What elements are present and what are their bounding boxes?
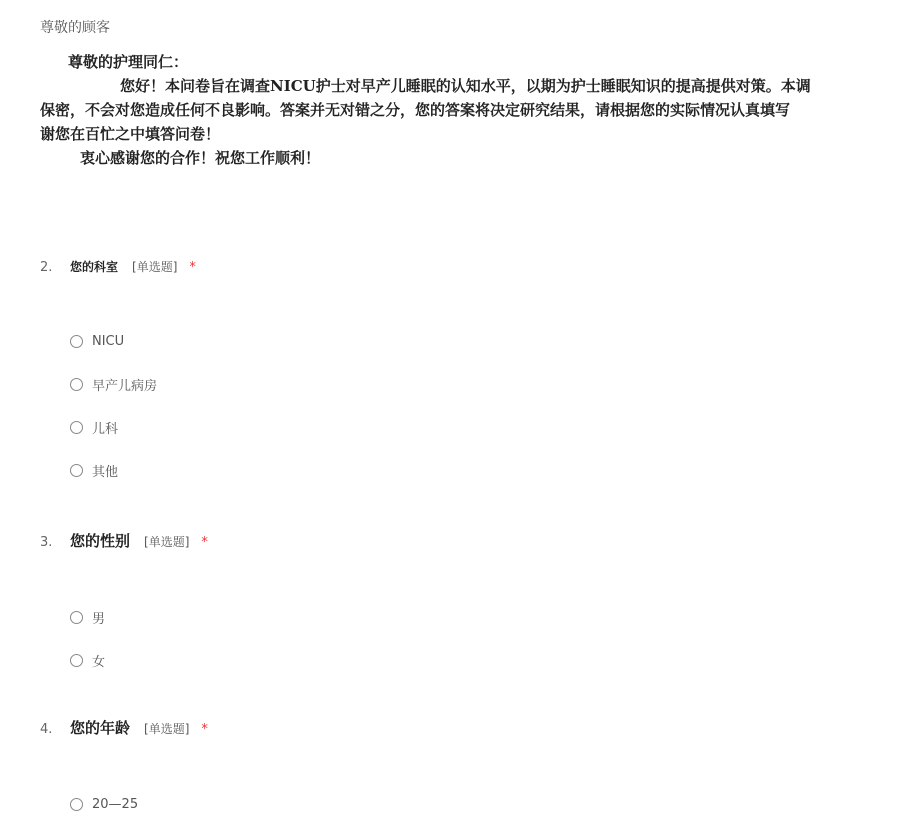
option-label: 早产儿病房 xyxy=(92,379,158,394)
option-preterm-ward[interactable] xyxy=(70,363,196,406)
option-label: 儿科 xyxy=(92,422,119,437)
question-age xyxy=(40,717,208,826)
question-title: 您的性别 xyxy=(70,532,131,550)
option-nicu[interactable] xyxy=(70,320,196,363)
radio-button[interactable] xyxy=(70,464,83,477)
option-label: 20—25 xyxy=(92,797,139,812)
question-number: 2. xyxy=(40,260,53,275)
question-number: 3. xyxy=(40,535,53,550)
options-list xyxy=(70,596,208,682)
survey-intro xyxy=(40,50,920,170)
option-label: 男 xyxy=(92,612,106,627)
question-header xyxy=(40,258,196,275)
intro-paragraph-line: 谢您在百忙之中填答问卷！ xyxy=(40,125,221,143)
intro-paragraph-line: 您好！本问卷旨在调查NICU护士对早产儿睡眠的认知水平，以期为护士睡眠知识的提高提供对策。本调 xyxy=(120,77,811,95)
intro-paragraph-line: 保密，不会对您造成任何不良影响。答案并无对错之分，您的答案将决定研究结果，请根据您的实际情况认真填写 xyxy=(40,101,791,119)
option-label: 女 xyxy=(92,655,106,670)
question-gender xyxy=(40,530,208,682)
radio-button[interactable] xyxy=(70,611,83,624)
options-list xyxy=(70,320,196,492)
radio-button[interactable] xyxy=(70,335,83,348)
required-marker: * xyxy=(201,535,208,550)
question-number: 4. xyxy=(40,722,53,737)
required-marker: * xyxy=(189,260,196,275)
option-age-20-25[interactable] xyxy=(70,783,208,826)
intro-closing: 衷心感谢您的合作！祝您工作顺利！ xyxy=(80,149,321,167)
question-header xyxy=(40,717,208,738)
radio-button[interactable] xyxy=(70,421,83,434)
radio-button[interactable] xyxy=(70,378,83,391)
option-label: NICU xyxy=(92,334,125,349)
question-type-label: [单选题] xyxy=(144,535,190,549)
option-other[interactable] xyxy=(70,449,196,492)
intro-salutation: 尊敬的护理同仁： xyxy=(68,53,189,71)
page-greeting: 尊敬的顾客 xyxy=(40,20,110,36)
option-male[interactable] xyxy=(70,596,208,639)
question-title: 您的年龄 xyxy=(70,719,131,737)
radio-button[interactable] xyxy=(70,798,83,811)
required-marker: * xyxy=(201,722,208,737)
option-female[interactable] xyxy=(70,639,208,682)
question-department xyxy=(40,258,196,492)
option-label: 其他 xyxy=(92,465,119,480)
options-list xyxy=(70,783,208,826)
question-type-label: [单选题] xyxy=(132,260,178,274)
question-title: 您的科室 xyxy=(70,260,119,274)
question-header xyxy=(40,530,208,551)
question-type-label: [单选题] xyxy=(144,722,190,736)
option-pediatrics[interactable] xyxy=(70,406,196,449)
radio-button[interactable] xyxy=(70,654,83,667)
